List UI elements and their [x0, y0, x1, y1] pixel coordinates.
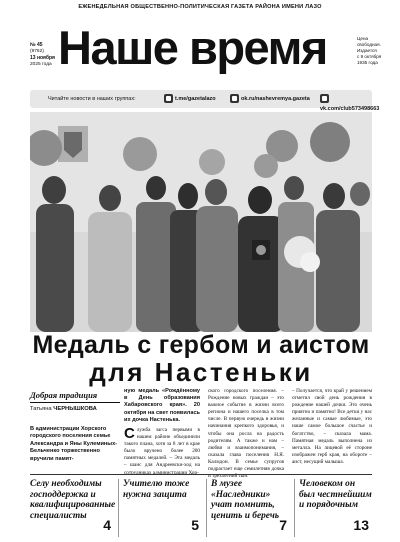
price-line: с 9 октября: [357, 54, 382, 59]
price-line: свободная.: [357, 42, 381, 47]
teasers-strip: [30, 474, 372, 538]
issue-number: № 45: [30, 42, 43, 48]
issue-date: 13 ноября: [30, 55, 55, 61]
lead-photo: [30, 112, 372, 332]
vk-icon: [320, 94, 329, 103]
teaser-item[interactable]: [30, 479, 114, 537]
article-text-3: – Получается, что край у решением отметил свой день рождения в рождение нашей дочки. Это очень приятно и памятно! Все детки у нас желанные и самые любимые, это наше самое большое счастье и богатство, – сказала мама. Памятная медаль выполнена из металла. На лицевой её стороне изображен герб края, на обороте – аист, несущий малыша.: [292, 388, 372, 465]
article-author: [30, 406, 97, 412]
teaser-page: 5: [191, 517, 199, 533]
newspaper-tagline: ЕЖЕНЕДЕЛЬНАЯ ОБЩЕСТВЕННО-ПОЛИТИЧЕСКАЯ ГАЗЕТА РАЙОНА ИМЕНИ ЛАЗО: [78, 4, 322, 10]
teaser-title: Человеком он был честнейшим и порядочным: [299, 479, 372, 511]
teaser-item[interactable]: [294, 479, 372, 537]
newspaper-title: Наше время: [58, 21, 327, 74]
headline-line-1: Медаль с гербом и аистом: [32, 331, 370, 359]
vk-link[interactable]: [320, 94, 380, 112]
telegram-link[interactable]: [164, 94, 216, 104]
odnoklassniki-link-text: ok.ru/nashevremya.gazeta: [241, 96, 310, 102]
price-info: [357, 36, 397, 66]
telegram-link-text: t.me/gazetalazo: [175, 96, 216, 102]
teaser-page: 4: [103, 517, 111, 533]
teaser-item[interactable]: [206, 479, 290, 537]
price-line: Издается: [357, 48, 377, 53]
telegram-icon: [164, 94, 173, 103]
social-links-bar: [30, 90, 380, 112]
price-line: 1935 года: [357, 60, 378, 65]
lead-photo-graphic: [30, 112, 372, 332]
article-lead-continuation: ную медаль «Рождённому в День образования Хабаровского края». 20 октября на свет появилась их дочка Настенька.: [124, 388, 200, 423]
price-line: Цена: [357, 36, 369, 41]
article-text-1: лужба загса первыми в нашем районе объединили такого плана, хотя за 8 лет в крае было вручено более 200 памятных медалей. – Эта медаль – шанс для Андреевски-ход на сотрудниках администрации Хор-: [124, 427, 200, 476]
article-lead: В администрации Хорского городского поселения семье Александра и Яны Кулеминых-Бельченко торжественно вручили памят-: [30, 426, 118, 462]
teaser-title: В музее «Наследники» учат помнить, ценить и беречь: [211, 479, 280, 521]
issue-year: 2025 года: [30, 62, 52, 67]
vk-link-text: vk.com/club573498663: [320, 106, 380, 112]
teaser-page: 7: [279, 517, 287, 533]
odnoklassniki-link[interactable]: [230, 94, 310, 104]
masthead-area: [0, 0, 400, 92]
social-label: Читайте новости в наших группах:: [48, 96, 136, 102]
teaser-page: 13: [353, 517, 369, 533]
article-rubric: Добрая традиция: [30, 390, 120, 403]
issue-info: [30, 42, 55, 68]
author-last-name: ЧЕРНЫШКОВА: [53, 406, 97, 412]
odnoklassniki-icon: [230, 94, 239, 103]
article-column-2: [208, 388, 284, 480]
teaser-title: Селу необходимы господдержка и квалифицированные специалисты: [30, 479, 116, 521]
teaser-item[interactable]: [118, 479, 202, 537]
article-column-3: [292, 388, 372, 466]
drop-cap: С: [124, 425, 135, 443]
article-text-2: ского городского поселения. – Рождение новых граждан – это важное событие в жизни всего региона и нашего поселка в том числе. В первую очередь в жизни начинания крепкого здоровья, и чтобы она росла на радость родителям. А также и нам – любви и взаимопонимания, – сказала глава поселения Н.Я. Калмдон. В семье супругов подрастает еще семилетняя дочка и трехлетний сын.: [208, 388, 284, 480]
author-first-name: Татьяна: [30, 406, 52, 412]
issue-total: (9762): [30, 49, 44, 54]
teaser-title: Учителю тоже нужна защита: [123, 479, 190, 500]
article-column-1: [124, 388, 200, 477]
headline-line-2: для Настеньки: [89, 357, 313, 387]
